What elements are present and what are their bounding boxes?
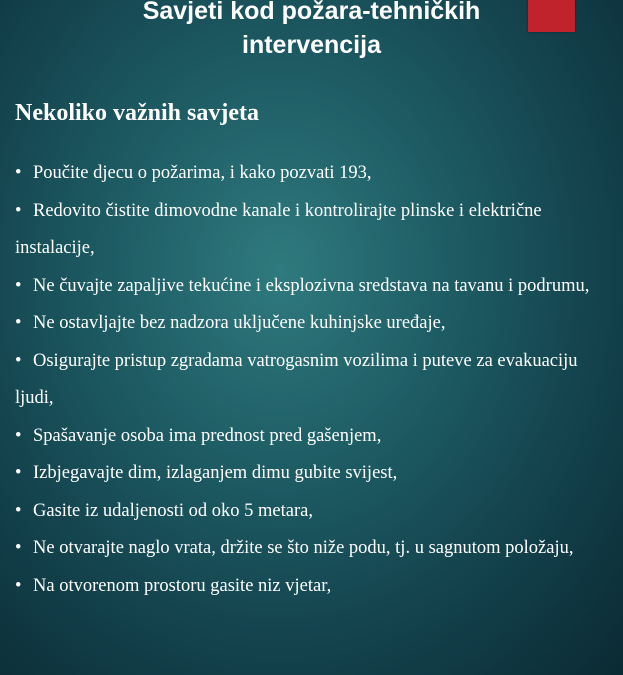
bullet-icon: • (15, 313, 22, 333)
bullet-icon: • (15, 500, 22, 521)
list-item-text: Na otvorenom prostoru gasite niz vjetar, (33, 575, 332, 596)
list-item (15, 193, 605, 268)
list-item (15, 530, 605, 568)
list-item (15, 568, 605, 606)
list-item-text: Spašavanje osoba ima prednost pred gašenjem, (33, 425, 382, 446)
tips-list (15, 155, 605, 605)
list-item (15, 155, 605, 193)
list-item-text: Gasite iz udaljenosti od oko 5 metara, (33, 500, 313, 521)
slide-title-line-1: Savjeti kod požara-tehničkih (142, 0, 481, 25)
list-item-text: Poučite djecu o požarima, i kako pozvati 193, (33, 163, 372, 183)
list-item-text: Osigurajte pristup zgradama vatrogasnim vozilima i puteve za evakuaciju ljudi, (15, 350, 578, 408)
bullet-icon: • (15, 200, 22, 221)
list-item (15, 343, 605, 418)
bullet-icon: • (15, 575, 22, 596)
list-item-text: Ne ostavljajte bez nadzora uključene kuhinjske uređaje, (33, 313, 446, 333)
slide-title-line-2: intervencija (242, 31, 381, 59)
bullet-icon: • (15, 163, 22, 183)
bullet-icon: • (15, 425, 22, 446)
list-item (15, 305, 605, 343)
list-item (15, 455, 605, 493)
bullet-icon: • (15, 350, 22, 371)
list-item-text: Izbjegavajte dim, izlaganjem dimu gubite svijest, (33, 463, 398, 483)
list-item-text: Ne otvarajte naglo vrata, držite se što niže podu, tj. u sagnutom položaju, (33, 538, 574, 558)
slide-title (0, 0, 623, 62)
bullet-icon: • (15, 275, 22, 296)
list-item (15, 493, 605, 531)
section-heading: Nekoliko važnih savjeta (15, 100, 260, 126)
list-item-text: Ne čuvajte zapaljive tekućine i eksplozivna sredstava na tavanu i podrumu, (33, 275, 590, 296)
bullet-icon: • (15, 538, 22, 558)
bullet-icon: • (15, 463, 22, 483)
list-item (15, 418, 605, 456)
list-item (15, 268, 605, 306)
list-item-text: Redovito čistite dimovodne kanale i kontrolirajte plinske i električne instalacije, (15, 200, 542, 258)
